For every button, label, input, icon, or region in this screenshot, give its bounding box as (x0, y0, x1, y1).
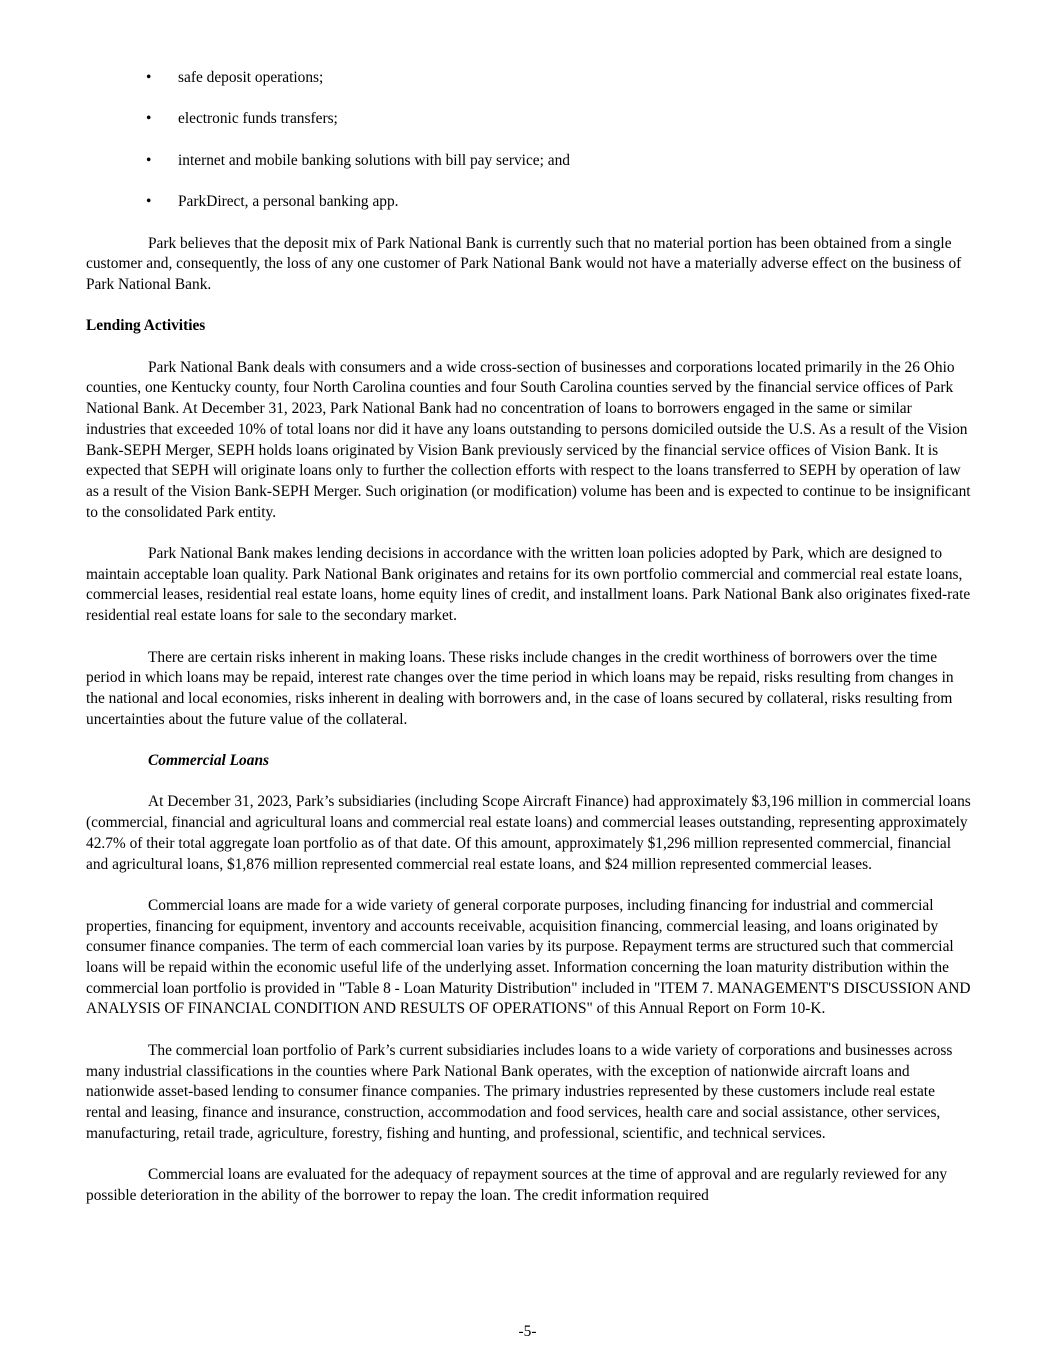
section-heading-lending-activities: Lending Activities (86, 317, 206, 335)
bullet-text: internet and mobile banking solutions with bill pay service; and (178, 151, 570, 169)
paragraph-lending-overview: Park National Bank deals with consumers and a wide cross-section of businesses and corporations located primarily in the 26 Ohio counties, one Kentucky county, four North Carolina counties and four South Carolina counties served by the financial service offices of Park National Bank. At December 31, 2023, Park National Bank had no concentration of loans to borrowers engaged in the same or similar industries that exceeded 10% of total loans nor did it have any loans outstanding to persons domiciled outside the U.S. As a result of the Vision Bank-SEPH Merger, SEPH holds loans originated by Vision Bank previously serviced by the financial service offices of Vision Bank. It is expected that SEPH will originate loans only to further the collection efforts with respect to the loans transferred to SEPH by operation of law as a result of the Vision Bank-SEPH Merger. Such origination (or modification) volume has been and is expected to continue to be insignificant to the consolidated Park entity. (86, 358, 971, 521)
list-item (86, 68, 971, 89)
paragraph-lending-risks: There are certain risks inherent in making loans. These risks include changes in the credit worthiness of borrowers over the time period in which loans may be repaid, interest rate changes over the time period in which loans may be repaid, risks resulting from changes in the national and local economies, risks inherent in dealing with borrowers and, in the case of loans secured by collateral, risks resulting from uncertainties about the future value of the collateral. (86, 648, 954, 728)
paragraph-lending-policies: Park National Bank makes lending decisions in accordance with the written loan policies adopted by Park, which are designed to maintain acceptable loan quality. Park National Bank originates and retains for its own portfolio commercial and commercial real estate loans, commercial leases, residential real estate loans, home equity lines of credit, and installment loans. Park National Bank also originates fixed-rate residential real estate loans for sale to the secondary market. (86, 545, 971, 625)
bullet-icon: • (146, 110, 152, 128)
subsection-heading-commercial-loans: Commercial Loans (148, 752, 269, 770)
bullet-text: ParkDirect, a personal banking app. (178, 193, 399, 211)
paragraph-commercial-portfolio: The commercial loan portfolio of Park’s current subsidiaries includes loans to a wide variety of corporations and businesses across many industrial classifications in the counties where Park National Bank operates, with the exception of nationwide aircraft loans and nationwide asset-based lending to consumer finance companies. The primary industries represented by these customers include real estate rental and leasing, finance and insurance, construction, accommodation and food services, health care and social assistance, other services, manufacturing, retail trade, agriculture, forestry, fishing and hunting, and professional, scientific, and technical services. (86, 1041, 953, 1142)
services-bullet-list (86, 68, 971, 213)
bullet-icon: • (146, 193, 152, 211)
list-item (86, 192, 971, 213)
list-item (86, 109, 971, 130)
list-item (86, 151, 971, 172)
page-number: -5- (518, 1323, 537, 1340)
bullet-text: electronic funds transfers; (178, 110, 338, 128)
document-body (86, 68, 971, 1227)
paragraph-commercial-evaluation: Commercial loans are evaluated for the adequacy of repayment sources at the time of approval and are regularly reviewed for any possible deterioration in the ability of the borrower to repay the loan. The credit information required (86, 1166, 948, 1204)
bullet-icon: • (146, 151, 152, 169)
paragraph-commercial-amounts: At December 31, 2023, Park’s subsidiaries (including Scope Aircraft Finance) had approximately $3,196 million in commercial loans (commercial, financial and agricultural loans and commercial real estate loans) and commercial leases outstanding, representing approximately 42.7% of their total aggregate loan portfolio as of that date. Of this amount, approximately $1,296 million represented commercial, financial and agricultural loans, $1,876 million represented commercial real estate loans, and $24 million represented commercial leases. (86, 793, 971, 873)
bullet-text: safe deposit operations; (178, 69, 324, 86)
paragraph-deposit-mix: Park believes that the deposit mix of Park National Bank is currently such that no material portion has been obtained from a single customer and, consequently, the loss of any one customer of Park National Bank would not have a materially adverse effect on the business of Park National Bank. (86, 234, 962, 293)
paragraph-commercial-purposes: Commercial loans are made for a wide variety of general corporate purposes, including financing for industrial and commercial properties, financing for equipment, inventory and accounts receivable, acquisition financing, commercial leasing, and loans originated by consumer finance companies. The term of each commercial loan varies by its purpose. Repayment terms are structured such that commercial loans will be repaid within the economic useful life of the underlying asset. Information concerning the loan maturity distribution within the commercial loan portfolio is provided in "Table 8 - Loan Maturity Distribution" included in "ITEM 7. MANAGEMENT'S DISCUSSION AND ANALYSIS OF FINANCIAL CONDITION AND RESULTS OF OPERATIONS" of this Annual Report on Form 10-K. (86, 896, 971, 1018)
bullet-icon: • (146, 69, 152, 86)
